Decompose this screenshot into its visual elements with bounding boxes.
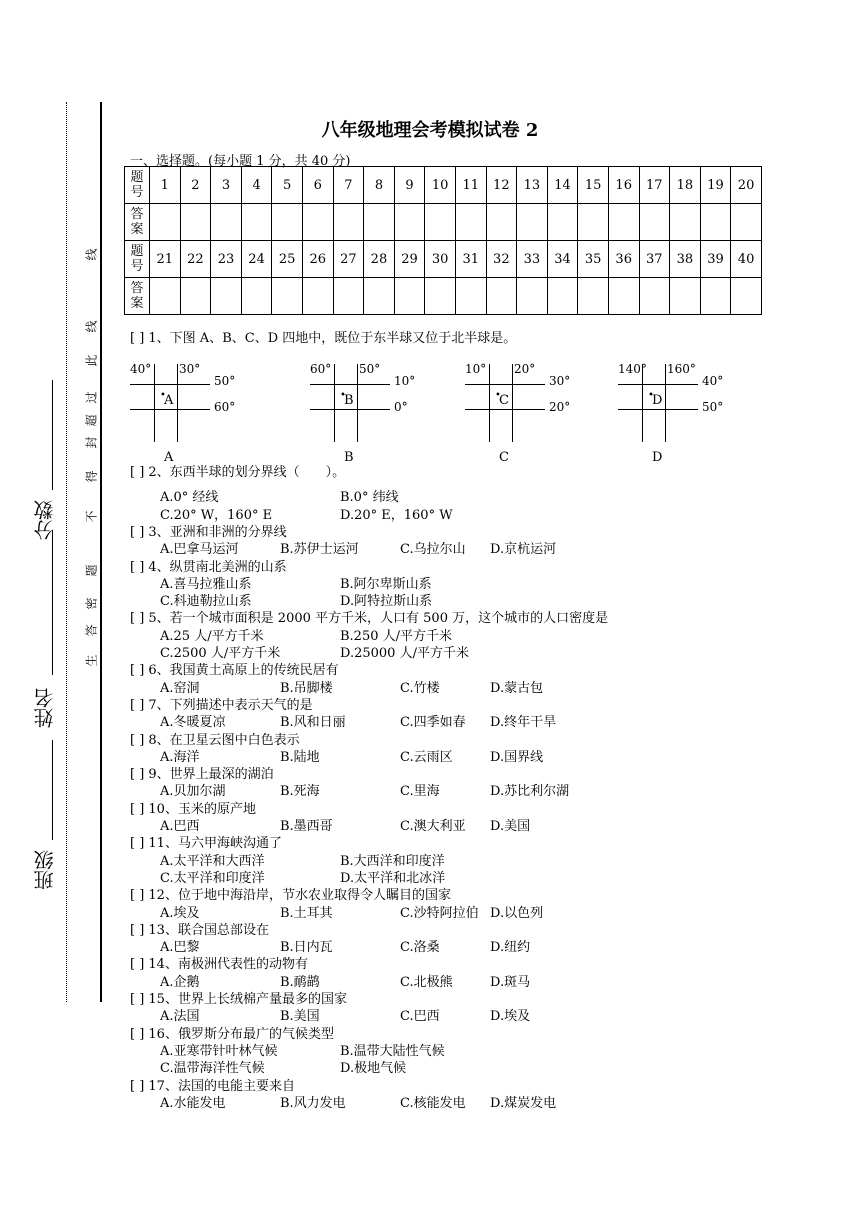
- question-number-cell: 33: [517, 241, 548, 278]
- answer-cell[interactable]: [608, 204, 639, 241]
- point-letter: D: [652, 393, 663, 408]
- option-a: A.亚寒带针叶林气候: [160, 1043, 278, 1059]
- seal-char: 答: [84, 624, 99, 637]
- answer-cell[interactable]: [578, 278, 609, 315]
- answer-cell[interactable]: [731, 278, 762, 315]
- answer-cell[interactable]: [547, 204, 578, 241]
- option-d: D.阿特拉斯山系: [340, 594, 433, 610]
- lat-lon-diagram: [310, 360, 430, 465]
- option-a: A.法国: [160, 1009, 200, 1025]
- option-b: B.250 人/平方千米: [340, 628, 453, 644]
- option-c: C.沙特阿拉伯: [400, 905, 479, 921]
- answer-cell[interactable]: [302, 278, 333, 315]
- option-a: A.喜马拉雅山系: [160, 576, 252, 592]
- option-c: C.科迪勒拉山系: [160, 594, 252, 610]
- answer-cell[interactable]: [150, 204, 181, 241]
- seal-char: 题: [84, 564, 99, 577]
- question-15: [ ] 15、世界上长绒棉产量最多的国家: [130, 992, 347, 1007]
- lon-line: [177, 364, 178, 442]
- question-number-cell: 24: [241, 241, 272, 278]
- lat-bottom-label: 20°: [549, 400, 571, 414]
- lat-top-label: 10°: [394, 374, 416, 388]
- option-a: A.25 人/平方千米: [160, 628, 264, 644]
- question-number-cell: 8: [364, 167, 395, 204]
- lon-left-label: 140°: [618, 362, 647, 376]
- option-d: D.苏比利尔湖: [490, 784, 570, 800]
- lon-left-label: 10°: [465, 362, 487, 376]
- question-6: [ ] 6、我国黄土高原上的传统民居有: [130, 663, 339, 679]
- option-a: A.窑洞: [160, 680, 200, 696]
- question-number-cell: 25: [272, 241, 303, 278]
- answer-cell[interactable]: [639, 278, 670, 315]
- option-a: A.巴拿马运河: [160, 542, 239, 558]
- option-b: B.墨西哥: [280, 819, 333, 834]
- answer-cell[interactable]: [394, 278, 425, 315]
- option-d: D.太平洋和北冰洋: [340, 870, 446, 886]
- option-a: A.太平洋和大西洋: [160, 853, 265, 869]
- answer-cell[interactable]: [211, 278, 242, 315]
- option-d: D.以色列: [490, 905, 544, 921]
- lat-bottom-label: 60°: [214, 400, 236, 414]
- answer-cell[interactable]: [517, 204, 548, 241]
- answer-cell[interactable]: [455, 278, 486, 315]
- score-label: 分数: [33, 500, 57, 540]
- lon-right-label: 160°: [667, 362, 696, 376]
- answer-cell[interactable]: [150, 278, 181, 315]
- option-d: D.国界线: [490, 749, 544, 765]
- point-dot: •: [340, 390, 346, 401]
- option-c: C.2500 人/平方千米: [160, 646, 281, 661]
- question-number-cell: 27: [333, 241, 364, 278]
- option-b: B.陆地: [280, 749, 320, 765]
- lat-line: [465, 409, 545, 410]
- option-b: B.风和日丽: [280, 715, 346, 731]
- question-number-cell: 6: [302, 167, 333, 204]
- answer-cell[interactable]: [547, 278, 578, 315]
- question-number-cell: 15: [578, 167, 609, 204]
- question-number-cell: 17: [639, 167, 670, 204]
- point-letter: B: [344, 393, 354, 408]
- option-d: D.蒙古包: [490, 680, 544, 696]
- question-number-cell: 3: [211, 167, 242, 204]
- lat-bottom-label: 50°: [702, 400, 724, 414]
- option-d: D.煤炭发电: [490, 1095, 557, 1111]
- question-2: [ ] 2、东西半球的划分界线（ ）。: [130, 465, 346, 480]
- name-label: 姓名: [33, 688, 57, 728]
- answer-cell[interactable]: [670, 278, 701, 315]
- seal-char: 得: [84, 470, 99, 483]
- answer-cell[interactable]: [241, 204, 272, 241]
- lat-lon-diagram: [130, 360, 250, 465]
- option-a: A.埃及: [160, 905, 200, 921]
- row-label-answer: 答案: [125, 204, 150, 241]
- question-number-cell: 9: [394, 167, 425, 204]
- lat-top-label: 50°: [214, 374, 236, 388]
- lat-top-label: 40°: [702, 374, 724, 388]
- option-a: A.海洋: [160, 749, 200, 765]
- binding-dotted-line: [66, 102, 67, 1002]
- option-b: B.美国: [280, 1009, 320, 1025]
- answer-cell[interactable]: [272, 278, 303, 315]
- point-dot: •: [648, 390, 654, 401]
- question-1: [ ] 1、下图 A、B、C、D 四地中，既位于东半球又位于北半球是。: [130, 331, 517, 346]
- question-number-cell: 31: [455, 241, 486, 278]
- option-b: B.0° 纬线: [340, 490, 399, 506]
- option-a: A.巴黎: [160, 940, 200, 956]
- question-number-cell: 34: [547, 241, 578, 278]
- option-d: D.终年干旱: [490, 715, 557, 731]
- option-c: C.巴西: [400, 1009, 440, 1025]
- class-underline: [52, 740, 53, 840]
- answer-cell[interactable]: [241, 278, 272, 315]
- question-number-cell: 16: [608, 167, 639, 204]
- question-16: [ ] 16、俄罗斯分布最广的气候类型: [130, 1026, 334, 1042]
- lat-top-label: 30°: [549, 374, 571, 388]
- option-c: C.澳大利亚: [400, 819, 466, 834]
- question-number-cell: 21: [150, 241, 181, 278]
- option-c: C.太平洋和印度洋: [160, 870, 265, 886]
- question-12: [ ] 12、位于地中海沿岸，节水农业取得令人瞩目的国家: [130, 888, 451, 904]
- seal-char: 不: [84, 510, 99, 523]
- answer-cell[interactable]: [700, 278, 731, 315]
- option-b: B.阿尔卑斯山系: [340, 576, 432, 592]
- option-a: A.巴西: [160, 819, 200, 834]
- question-4: [ ] 4、纵贯南北美洲的山系: [130, 559, 287, 575]
- lon-line: [489, 364, 490, 442]
- lon-right-label: 50°: [359, 362, 381, 376]
- question-14: [ ] 14、南极洲代表性的动物有: [130, 957, 308, 973]
- score-underline: [52, 380, 53, 490]
- lon-line: [512, 364, 513, 442]
- lat-line: [130, 384, 210, 385]
- question-number-cell: 26: [302, 241, 333, 278]
- answer-cell[interactable]: [578, 204, 609, 241]
- option-b: B.土耳其: [280, 905, 333, 921]
- lat-bottom-label: 0°: [394, 400, 408, 414]
- binding-solid-line: [100, 102, 102, 1002]
- question-number-cell: 10: [425, 167, 456, 204]
- class-label: 班级: [33, 850, 57, 890]
- diagram-caption: C: [499, 450, 509, 465]
- question-number-cell: 20: [731, 167, 762, 204]
- option-c: C.温带海洋性气候: [160, 1061, 265, 1077]
- option-c: C.20° W，160° E: [160, 507, 273, 523]
- question-9: [ ] 9、世界上最深的湖泊: [130, 767, 274, 783]
- question-number-cell: 13: [517, 167, 548, 204]
- lat-line: [465, 384, 545, 385]
- option-d: D.25000 人/平方千米: [340, 646, 469, 661]
- point-dot: •: [160, 390, 166, 401]
- lat-line: [310, 409, 390, 410]
- point-dot: •: [495, 390, 501, 401]
- answer-cell[interactable]: [486, 204, 517, 241]
- question-number-cell: 28: [364, 241, 395, 278]
- seal-char: 此: [84, 354, 99, 367]
- answer-cell[interactable]: [364, 278, 395, 315]
- option-c: C.云雨区: [400, 749, 453, 765]
- option-c: C.四季如春: [400, 715, 466, 731]
- option-c: C.核能发电: [400, 1095, 466, 1111]
- question-8: [ ] 8、在卫星云图中白色表示: [130, 732, 300, 748]
- question-17: [ ] 17、法国的电能主要来自: [130, 1078, 295, 1094]
- lon-line: [357, 364, 358, 442]
- option-c: C.竹楼: [400, 680, 440, 696]
- question-number-cell: 2: [180, 167, 211, 204]
- lon-right-label: 20°: [514, 362, 536, 376]
- option-a: A.0° 经线: [160, 490, 219, 506]
- answer-cell[interactable]: [486, 278, 517, 315]
- answer-cell[interactable]: [364, 204, 395, 241]
- option-b: B.日内瓦: [280, 940, 333, 956]
- seal-char: 过: [84, 391, 99, 404]
- answer-cell[interactable]: [517, 278, 548, 315]
- lat-lon-diagram: [465, 360, 585, 465]
- seal-char: 线: [84, 248, 99, 261]
- row-label-number: 题号: [125, 241, 150, 278]
- option-c: C.乌拉尔山: [400, 542, 466, 558]
- question-number-cell: 7: [333, 167, 364, 204]
- option-d: D.斑马: [490, 974, 531, 990]
- question-number-cell: 39: [700, 241, 731, 278]
- option-c: C.北极熊: [400, 974, 453, 990]
- option-d: D.京杭运河: [490, 542, 557, 558]
- answer-cell[interactable]: [211, 204, 242, 241]
- answer-cell[interactable]: [180, 278, 211, 315]
- name-underline: [52, 530, 53, 675]
- lon-right-label: 30°: [179, 362, 201, 376]
- option-b: B.温带大陆性气候: [340, 1043, 445, 1059]
- answer-cell[interactable]: [180, 204, 211, 241]
- question-number-cell: 11: [455, 167, 486, 204]
- question-7: [ ] 7、下列描述中表示天气的是: [130, 697, 313, 713]
- seal-char: 密: [84, 597, 99, 610]
- lat-line: [618, 409, 698, 410]
- lon-left-label: 40°: [130, 362, 152, 376]
- seal-char: 线: [84, 320, 99, 333]
- option-d: D.极地气候: [340, 1061, 407, 1077]
- question-number-cell: 36: [608, 241, 639, 278]
- question-number-cell: 12: [486, 167, 517, 204]
- lon-line: [665, 364, 666, 442]
- lon-line: [154, 364, 155, 442]
- option-b: B.苏伊士运河: [280, 542, 359, 558]
- page-title: 八年级地理会考模拟试卷 2: [321, 120, 539, 141]
- question-10: [ ] 10、玉米的原产地: [130, 801, 256, 817]
- option-b: B.大西洋和印度洋: [340, 853, 445, 869]
- option-c: C.洛桑: [400, 940, 440, 956]
- row-label-answer: 答案: [125, 278, 150, 315]
- answer-cell[interactable]: [272, 204, 303, 241]
- question-number-cell: 18: [670, 167, 701, 204]
- answer-table: [124, 166, 762, 315]
- option-d: D.埃及: [490, 1009, 531, 1025]
- diagram-caption: B: [344, 450, 354, 465]
- question-number-cell: 29: [394, 241, 425, 278]
- option-a: A.企鹅: [160, 974, 200, 990]
- question-11: [ ] 11、马六甲海峡沟通了: [130, 836, 282, 852]
- question-number-cell: 37: [639, 241, 670, 278]
- lon-left-label: 60°: [310, 362, 332, 376]
- lat-line: [618, 384, 698, 385]
- seal-char: 超: [84, 414, 99, 427]
- section-heading: 一、选择题。(每小题 1 分，共 40 分): [130, 154, 351, 169]
- option-c: C.里海: [400, 784, 440, 800]
- point-letter: A: [164, 393, 174, 408]
- answer-cell[interactable]: [425, 204, 456, 241]
- question-number-cell: 32: [486, 241, 517, 278]
- option-b: B.鸸鹋: [280, 974, 320, 990]
- question-number-cell: 23: [211, 241, 242, 278]
- lat-line: [130, 409, 210, 410]
- question-number-cell: 1: [150, 167, 181, 204]
- seal-char: 生: [84, 654, 99, 667]
- question-number-cell: 19: [700, 167, 731, 204]
- option-d: D.纽约: [490, 940, 531, 956]
- diagram-caption: A: [164, 450, 174, 465]
- question-number-cell: 38: [670, 241, 701, 278]
- answer-cell[interactable]: [639, 204, 670, 241]
- option-b: B.风力发电: [280, 1095, 346, 1111]
- question-number-cell: 35: [578, 241, 609, 278]
- option-b: B.吊脚楼: [280, 680, 333, 696]
- answer-cell[interactable]: [333, 278, 364, 315]
- question-number-cell: 4: [241, 167, 272, 204]
- question-number-cell: 5: [272, 167, 303, 204]
- answer-cell[interactable]: [608, 278, 639, 315]
- answer-cell[interactable]: [302, 204, 333, 241]
- question-number-cell: 14: [547, 167, 578, 204]
- row-label-number: 题号: [125, 167, 150, 204]
- question-number-cell: 40: [731, 241, 762, 278]
- lat-line: [310, 384, 390, 385]
- option-a: A.贝加尔湖: [160, 784, 226, 800]
- option-a: A.水能发电: [160, 1095, 226, 1111]
- question-13: [ ] 13、联合国总部设在: [130, 922, 269, 938]
- answer-cell[interactable]: [731, 204, 762, 241]
- answer-cell[interactable]: [394, 204, 425, 241]
- diagram-caption: D: [652, 450, 663, 465]
- seal-char: 封: [84, 436, 99, 449]
- option-b: B.死海: [280, 784, 320, 800]
- lat-lon-diagram: [618, 360, 738, 465]
- point-letter: C: [499, 393, 509, 408]
- answer-cell[interactable]: [700, 204, 731, 241]
- question-number-cell: 30: [425, 241, 456, 278]
- answer-cell[interactable]: [670, 204, 701, 241]
- answer-cell[interactable]: [333, 204, 364, 241]
- option-d: D.20° E，160° W: [340, 507, 453, 523]
- lon-line: [334, 364, 335, 442]
- answer-cell[interactable]: [425, 278, 456, 315]
- question-number-cell: 22: [180, 241, 211, 278]
- question-5: [ ] 5、若一个城市面积是 2000 平方千米，人口有 500 万，这个城市的人口密度是: [130, 611, 609, 627]
- question-3: [ ] 3、亚洲和非洲的分界线: [130, 524, 287, 540]
- lon-line: [642, 364, 643, 442]
- answer-cell[interactable]: [455, 204, 486, 241]
- option-d: D.美国: [490, 819, 531, 834]
- option-a: A.冬暖夏凉: [160, 715, 226, 731]
